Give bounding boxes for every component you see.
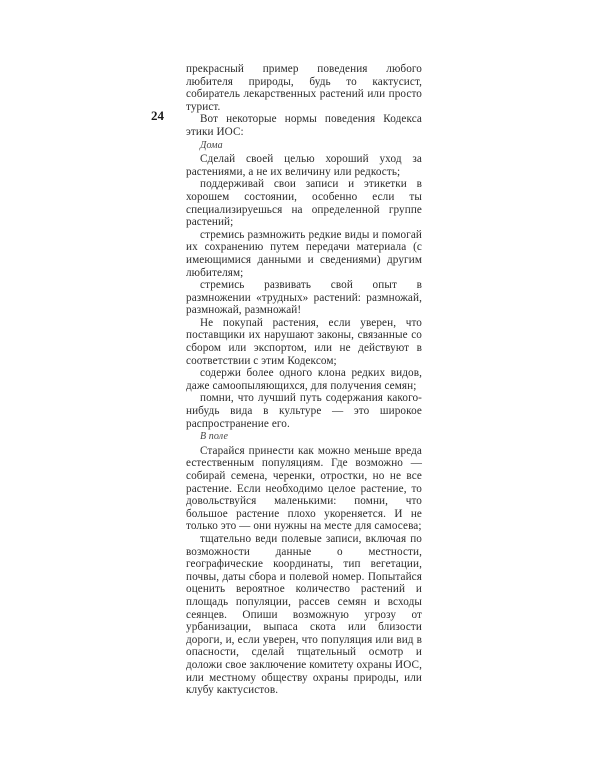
body-paragraph: Не покупай растения, если уверен, что поставщики их нарушают законы, связанные со сбором или экспортом, или не действуют в соответствии с этим Кодексом; [186,316,422,367]
body-paragraph: Сделай своей целью хороший уход за растениями, а не их величину или редкость; [186,153,422,178]
text-column [186,63,422,697]
body-paragraph: стремись размножить редкие виды и помогай их сохранению путем передачи материала (с имеющимися данными и сведениями) другим любителям; [186,228,422,279]
section-heading-home: Дома [200,139,223,151]
intro-paragraph: Вот некоторые нормы поведения Кодекса этики ИОС: [186,113,422,138]
body-paragraph: помни, что лучший путь содержания какого-нибудь вида в культуре — это широкое распространение его. [186,392,422,430]
body-paragraph: содержи более одного клона редких видов, даже самоопыляющихся, для получения семян; [186,367,422,392]
page-number: 24 [151,108,164,123]
intro-paragraph: прекрасный пример поведения любого любителя природы, будь то кактусист, собиратель лекарственных растений или просто турист. [186,63,422,113]
body-paragraph: стремись развивать свой опыт в размножении «трудных» растений: размножай, размножай, размножай! [186,279,422,317]
body-paragraph: тщательно веди полевые записи, включая по возможности данные о местности, географические координаты, тип вегетации, почвы, даты сбора и полевой номер. Попытайся оценить вероятное количество растений и площадь популяции, рассев семян и всходы сеянцев. Опиши возможную угрозу от урбанизации, выпаса скота или близости дороги, и, если уверен, что популяция или вид в опасности, сделай тщательный осмотр и доложи свое заключение комитету охраны ИОС, или местному обществу охраны природы, или клубу кактусистов. [186,532,422,697]
body-paragraph: Старайся принести как можно меньше вреда естественным популяциям. Где возможно — собирай семена, черенки, отростки, но не все растение. Если необходимо целое растение, то довольствуйся маленькими: помни, что большое растение плохо укореняется. И не только это — они нужны на месте для самосева; [186,444,422,533]
body-paragraph: поддерживай свои записи и этикетки в хорошем состоянии, особенно если ты специализируешься на определенной группе растений; [186,178,422,229]
section-heading-field: В поле [200,431,229,443]
